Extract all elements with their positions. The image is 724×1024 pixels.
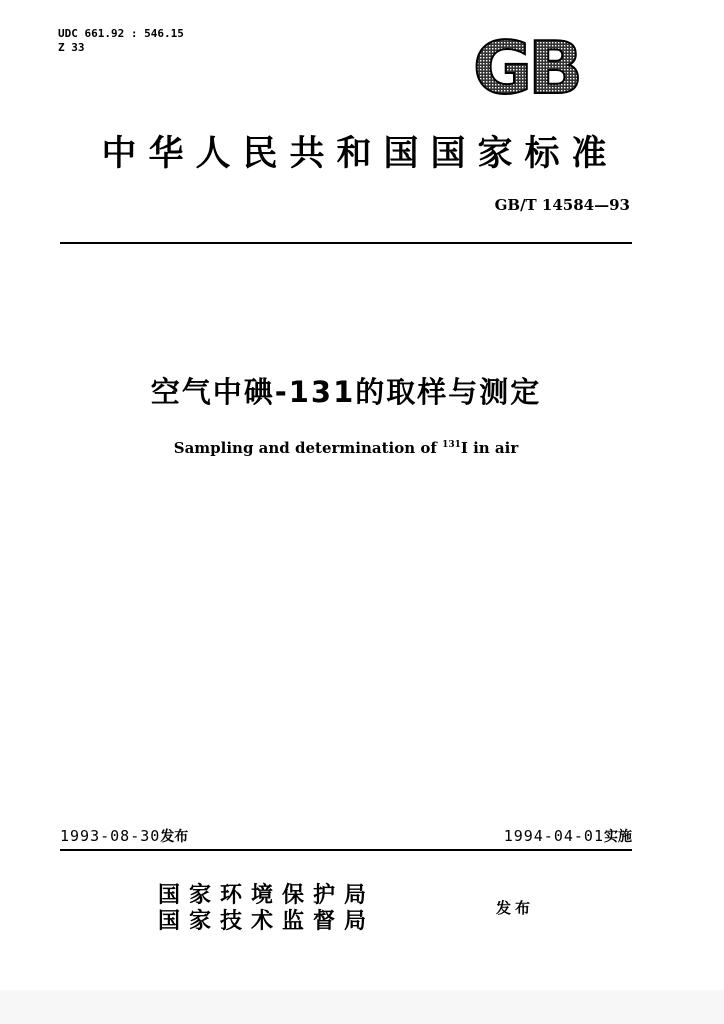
gb-logo-text: GB — [473, 33, 579, 103]
title-en-isotope: 131 — [442, 440, 461, 450]
title-en-part1: Sampling and determination of — [173, 439, 443, 457]
document-title-cn: 空气中碘-131的取样与测定 — [150, 375, 542, 409]
issuing-bodies — [158, 882, 375, 934]
page-bottom-shade — [0, 990, 724, 1024]
issuer-line-1: 国家环境保护局 — [158, 882, 376, 908]
document-title-en — [60, 439, 632, 457]
standard-number: GB/T 14584—93 — [494, 196, 630, 214]
classification-code: Z 33 — [58, 41, 85, 54]
issuer-line-2: 国家技术监督局 — [158, 908, 376, 934]
gb-logo — [462, 33, 590, 103]
publication-date — [60, 826, 188, 846]
publication-label: 发布 — [160, 829, 189, 845]
implementation-date-value: 1994-04-01 — [503, 827, 604, 845]
udc-block — [58, 27, 184, 55]
top-divider — [60, 242, 632, 244]
title-en-part2: I in air — [460, 439, 519, 457]
implementation-date — [504, 826, 632, 846]
publication-date-value: 1993-08-30 — [60, 827, 161, 845]
udc-code: UDC 661.92 : 546.15 — [58, 27, 184, 40]
bottom-divider — [60, 849, 632, 851]
issue-label: 发布 — [496, 899, 535, 917]
implementation-label: 实施 — [604, 829, 632, 845]
standard-title: 中华人民共和国国家标准 — [101, 133, 619, 174]
